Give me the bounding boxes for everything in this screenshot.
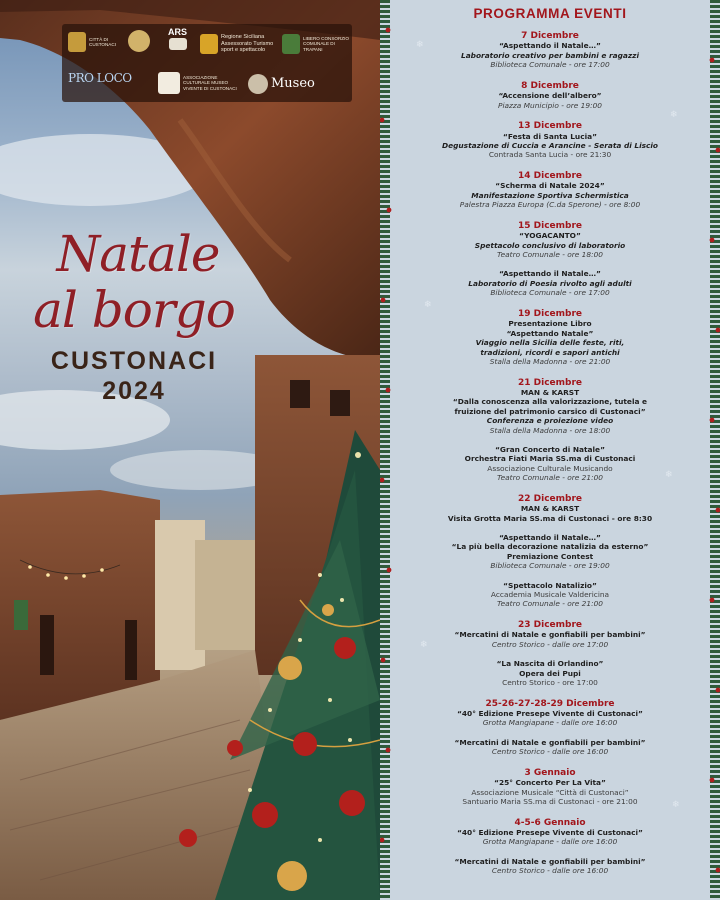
title-year: 2024 bbox=[102, 377, 166, 405]
event-item bbox=[410, 445, 690, 483]
event-line: Biblioteca Comunale - ore 19:00 bbox=[490, 561, 610, 571]
event-item bbox=[410, 504, 690, 523]
event-item bbox=[410, 269, 690, 297]
event-line: Centro Storico - dalle ore 17:00 bbox=[491, 639, 609, 649]
event-item bbox=[410, 181, 690, 209]
snowflake-icon: ❄ bbox=[420, 640, 428, 650]
event-line: “Scherma di Natale 2024” bbox=[495, 181, 605, 191]
museum-association-icon bbox=[158, 72, 237, 94]
event-day bbox=[410, 309, 690, 366]
event-item bbox=[410, 231, 690, 259]
event-line: “Aspettando il Natale…” bbox=[499, 269, 601, 279]
logo-trapani-text: LIBERO CONSORZIO COMUNALE DI TRAPANI bbox=[303, 35, 349, 52]
wheat-emblem-icon bbox=[128, 30, 150, 52]
event-line: Associazione Culturale Musicando bbox=[487, 463, 613, 473]
snowflake-icon: ❄ bbox=[665, 470, 673, 480]
municipal-crest-icon bbox=[68, 32, 116, 52]
event-date: 23 Dicembre bbox=[517, 620, 582, 630]
event-line: Conferenza e proiezione video bbox=[486, 416, 614, 426]
logo-ars-text: ARS bbox=[168, 27, 188, 37]
event-line: “Festa di Santa Lucia” bbox=[503, 131, 597, 141]
event-line: fruizione del patrimonio carsico di Custonaci” bbox=[454, 406, 646, 416]
provincial-crest-icon bbox=[282, 34, 349, 54]
event-day bbox=[410, 494, 690, 609]
event-date: 7 Dicembre bbox=[521, 31, 579, 41]
event-line: Stalla della Madonna - ore 18:00 bbox=[489, 425, 611, 435]
event-line: Biblioteca Comunale - ore 17:00 bbox=[490, 60, 610, 70]
logo-proloco-text: PRO LOCO bbox=[68, 71, 132, 85]
event-item bbox=[410, 388, 690, 435]
event-line: Associazione Musicale “Città di Custonaci” bbox=[471, 787, 629, 797]
event-item bbox=[410, 828, 690, 847]
event-day bbox=[410, 699, 690, 757]
snowflake-icon: ❄ bbox=[416, 40, 424, 50]
garland-right-icon bbox=[704, 0, 720, 900]
event-line: Stalla della Madonna - ore 21:00 bbox=[489, 356, 611, 366]
title-al-borgo: al borgo bbox=[33, 281, 235, 339]
event-line: Centro Storico - dalle ore 16:00 bbox=[491, 747, 609, 757]
logo-associazione-text: ASSOCIAZIONE CULTURALE MUSEO VIVENTE DI CUSTONACI bbox=[183, 74, 237, 91]
event-line: “La più bella decorazione natalizia da esterno” bbox=[451, 542, 649, 552]
event-date: 14 Dicembre bbox=[517, 171, 582, 182]
event-item bbox=[410, 41, 690, 69]
event-day bbox=[410, 171, 690, 210]
event-line: Teatro Comunale - ore 21:00 bbox=[497, 473, 603, 483]
trinacria-icon bbox=[200, 34, 273, 54]
ars-emblem-icon bbox=[168, 27, 188, 50]
event-line: “La Nascita di Orlandino” bbox=[496, 659, 604, 669]
event-item bbox=[410, 778, 690, 806]
event-item bbox=[410, 630, 690, 649]
event-date: 13 Dicembre bbox=[517, 121, 582, 132]
event-line: “Aspettando Natale” bbox=[506, 328, 594, 338]
event-line: “Aspettando il Natale…” bbox=[499, 532, 601, 542]
event-line: Viaggio nella Sicilia delle feste, riti, bbox=[475, 338, 625, 348]
event-line: “Gran Concerto di Natale” bbox=[495, 444, 605, 454]
event-line: “40° Edizione Presepe Vivente di Custonaci” bbox=[457, 709, 643, 719]
event-day bbox=[410, 81, 690, 110]
event-day bbox=[410, 378, 690, 483]
event-date: 4-5-6 Gennaio bbox=[514, 817, 586, 828]
event-date: 8 Dicembre bbox=[521, 80, 579, 91]
event-item bbox=[410, 533, 690, 571]
event-line: Centro Storico - dalle ore 16:00 bbox=[491, 866, 609, 876]
logo-regione-text: Regione Siciliana Assessorato Turismo sport e spettacolo bbox=[221, 34, 274, 54]
event-line: Accademia Musicale Valdericina bbox=[490, 590, 610, 599]
event-date: 22 Dicembre bbox=[517, 493, 582, 504]
event-item bbox=[410, 581, 690, 609]
title-town: CUSTONACI bbox=[50, 347, 218, 375]
event-line: Opera dei Pupi bbox=[519, 668, 581, 678]
event-line: Grotta Mangiapane - dalle ore 16:00 bbox=[482, 718, 618, 728]
event-day bbox=[410, 221, 690, 298]
garland-left-icon bbox=[380, 0, 396, 900]
event-line: Santuario Maria SS.ma di Custonaci - ore 21:00 bbox=[462, 797, 638, 807]
event-date: 25-26-27-28-29 Dicembre bbox=[485, 698, 615, 709]
event-line: “Accensione dell’albero” bbox=[498, 91, 602, 101]
event-line: Degustazione di Cuccia e Arancine - Serata di Liscio bbox=[441, 141, 658, 151]
snowflake-icon: ❄ bbox=[424, 300, 432, 310]
event-line: “YOGACANTO” bbox=[519, 231, 581, 241]
event-line: tradizioni, ricordi e sapori antichi bbox=[480, 347, 620, 357]
event-line: Premiazione Contest bbox=[506, 551, 594, 561]
event-line: “Dalla conoscenza alla valorizzazione, tutela e bbox=[452, 397, 648, 407]
event-line: “40° Edizione Presepe Vivente di Custonaci” bbox=[457, 828, 643, 838]
event-date: 15 Dicembre bbox=[517, 220, 582, 231]
event-day bbox=[410, 31, 690, 70]
event-item bbox=[410, 319, 690, 366]
programme-title: PROGRAMMA EVENTI bbox=[473, 6, 627, 21]
event-line: Centro Storico - ore 17:00 bbox=[502, 678, 598, 688]
event-line: Visita Grotta Maria SS.ma di Custonaci - ore 8:30 bbox=[447, 513, 653, 523]
museo-icon bbox=[248, 74, 315, 94]
event-line: Grotta Mangiapane - dalle ore 16:00 bbox=[482, 837, 618, 847]
event-programme bbox=[380, 0, 720, 900]
event-line: MAN & KARST bbox=[520, 504, 580, 514]
poster-title bbox=[0, 226, 268, 406]
event-line: Orchestra Fiati Maria SS.ma di Custonaci bbox=[464, 454, 636, 464]
event-date: 19 Dicembre bbox=[517, 308, 582, 319]
event-line: “25° Concerto Per La Vita” bbox=[494, 778, 606, 788]
event-line: Piazza Municipio - ore 19:00 bbox=[498, 100, 602, 110]
event-line: Teatro Comunale - ore 18:00 bbox=[497, 250, 603, 260]
event-day bbox=[410, 121, 690, 160]
event-line: “Mercatini di Natale e gonfiabili per bambini” bbox=[454, 856, 646, 866]
event-day bbox=[410, 818, 690, 876]
event-line: Presentazione Libro bbox=[508, 319, 592, 329]
event-day bbox=[410, 768, 690, 807]
event-date: 21 Dicembre bbox=[517, 377, 582, 388]
event-item bbox=[410, 857, 690, 876]
event-item bbox=[410, 738, 690, 757]
logo-comune-text: CITTÀ DI CUSTONACI bbox=[89, 36, 116, 47]
event-line: “Spettacolo Natalizio” bbox=[503, 580, 597, 590]
event-line: “Aspettando il Natale…” bbox=[499, 41, 601, 51]
event-line: Laboratorio creativo per bambini e ragazzi bbox=[460, 50, 640, 60]
sponsor-logo-band bbox=[62, 24, 352, 102]
title-natale: Natale bbox=[56, 225, 220, 283]
event-line: Teatro Comunale - ore 21:00 bbox=[497, 599, 603, 609]
event-item bbox=[410, 132, 690, 160]
event-day bbox=[410, 620, 690, 687]
event-line: “Mercatini di Natale e gonfiabili per bambini” bbox=[454, 737, 646, 747]
event-line: MAN & KARST bbox=[520, 387, 580, 397]
event-item bbox=[410, 659, 690, 687]
event-line: Laboratorio di Poesia rivolto agli adulti bbox=[468, 278, 632, 288]
event-item bbox=[410, 91, 690, 110]
event-line: Spettacolo conclusivo di laboratorio bbox=[474, 240, 626, 250]
event-line: Biblioteca Comunale - ore 17:00 bbox=[490, 288, 610, 298]
event-item bbox=[410, 709, 690, 728]
logo-museo-text: Museo bbox=[271, 76, 315, 92]
event-line: “Mercatini di Natale e gonfiabili per bambini” bbox=[454, 630, 646, 640]
event-line: Palestra Piazza Europa (C.da Sperone) - ore 8:00 bbox=[459, 200, 641, 210]
event-date: 3 Gennaio bbox=[524, 767, 576, 778]
snowflake-icon: ❄ bbox=[670, 110, 678, 120]
snowflake-icon: ❄ bbox=[672, 800, 680, 810]
event-line: Contrada Santa Lucia - ore 21:30 bbox=[488, 150, 612, 160]
event-list bbox=[410, 31, 690, 887]
proloco-icon bbox=[68, 71, 132, 85]
event-line: Manifestazione Sportiva Schermistica bbox=[471, 190, 629, 200]
